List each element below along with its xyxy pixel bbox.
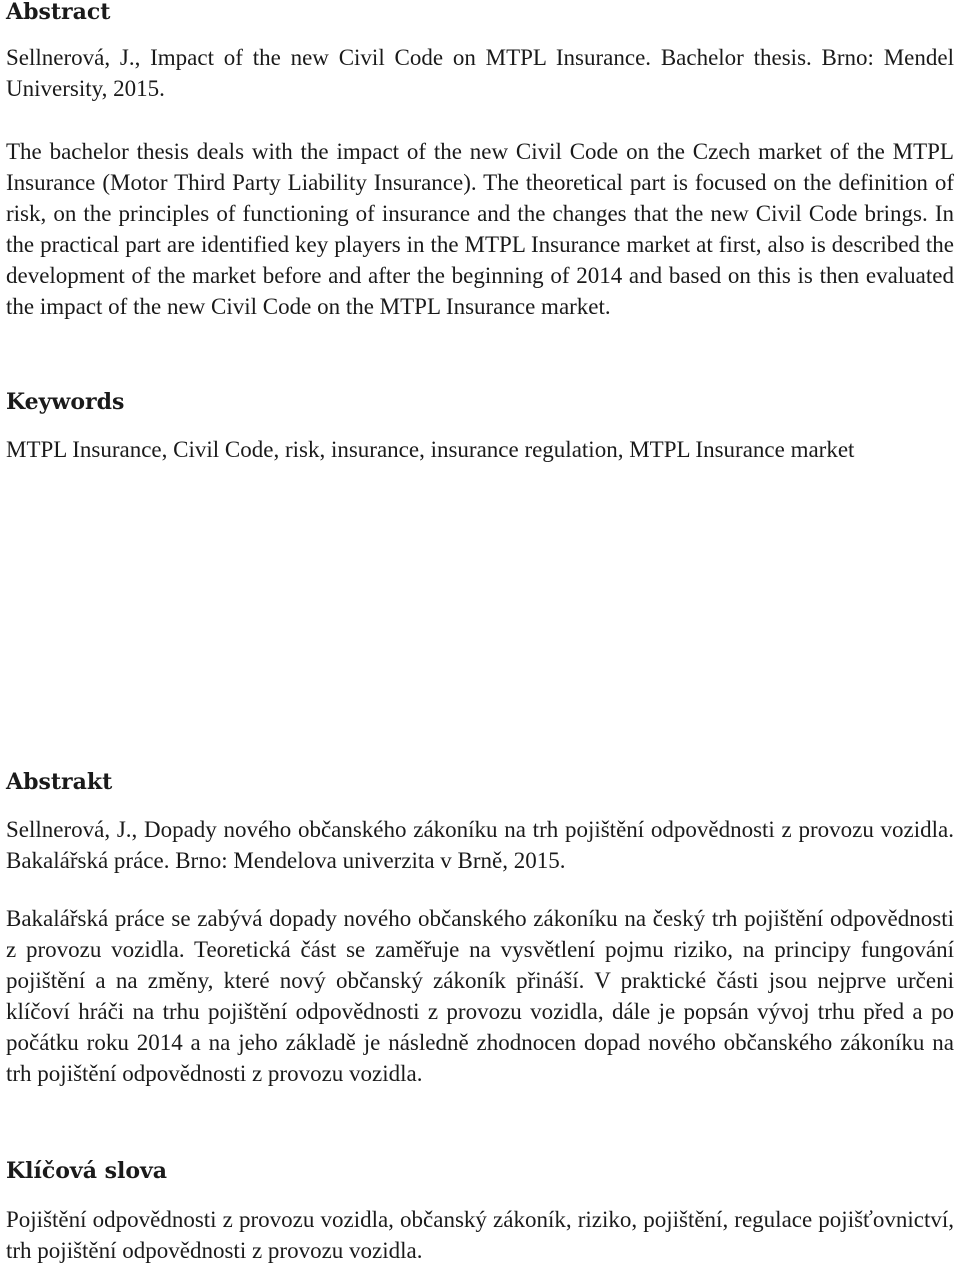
klicova-slova-text: Pojištění odpovědnosti z provozu vozidla, občanský zákoník, riziko, pojištění, regulace pojišťovnictví, trh pojištění odpovědnosti z provozu vozidla. — [6, 1207, 954, 1263]
abstrakt-body: Bakalářská práce se zabývá dopady nového občanského zákoníku na český trh pojištění odpovědnosti z provozu vozidla. Teoretická část se zaměřuje na vysvětlení pojmu riziko, na principy fungování pojištění a na změny, které nový občanský zákoník přináší. V praktické části jsou nejprve určeni klíčoví hráči na trhu pojištění odpovědnosti z provozu vozidla, dále je popsán vývoj trhu před a po počátku roku 2014 a na jeho základě je následně zhodnocen dopad nového občanského zákoníku na trh pojištění odpovědnosti z provozu vozidla. — [6, 906, 954, 1086]
klicova-slova-heading: Klíčová slova — [6, 1158, 168, 1184]
abstrakt-heading: Abstrakt — [6, 769, 113, 795]
abstract-citation: Sellnerová, J., Impact of the new Civil Code on MTPL Insurance. Bachelor thesis. Brno: Mendel University, 2015. — [6, 45, 954, 101]
abstract-heading: Abstract — [6, 0, 111, 25]
keywords-heading: Keywords — [6, 389, 125, 415]
abstract-body: The bachelor thesis deals with the impact of the new Civil Code on the Czech market of the MTPL Insurance (Motor Third Party Liability Insurance). The theoretical part is focused on the definition of risk, on the principles of functioning of insurance and the changes that the new Civil Code brings. In the practical part are identified key players in the MTPL Insurance market at first, also is described the development of the market before and after the beginning of 2014 and based on this is then evaluated the impact of the new Civil Code on the MTPL Insurance market. — [6, 139, 954, 319]
keywords-text: MTPL Insurance, Civil Code, risk, insurance, insurance regulation, MTPL Insurance market — [6, 437, 855, 462]
abstrakt-citation: Sellnerová, J., Dopady nového občanského zákoníku na trh pojištění odpovědnosti z provozu vozidla. Bakalářská práce. Brno: Mendelova univerzita v Brně, 2015. — [6, 817, 954, 873]
